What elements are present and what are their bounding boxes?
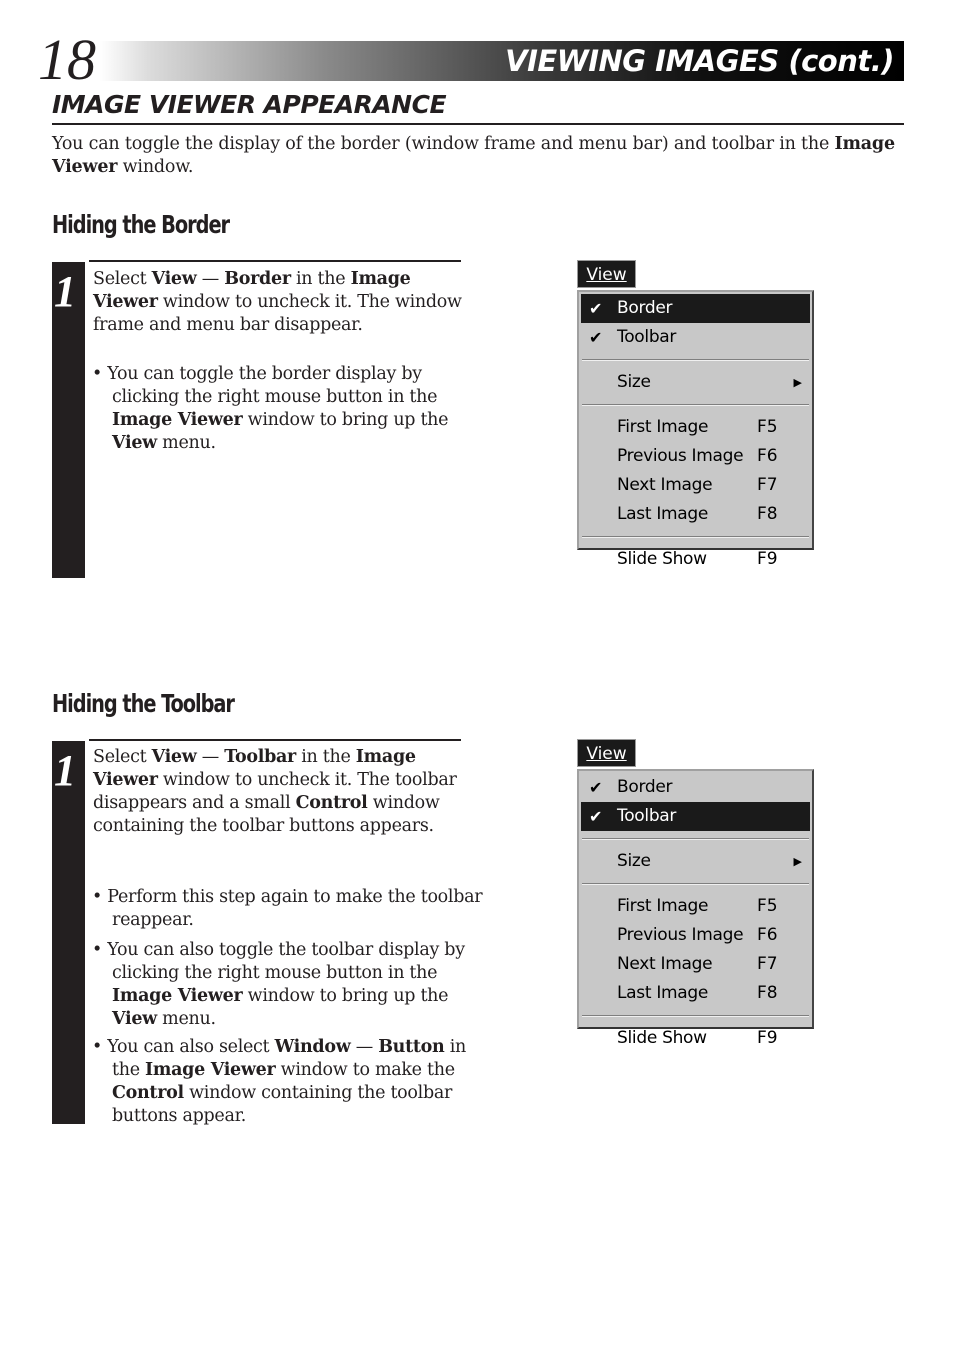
header-title: VIEWING IMAGES (cont.) (505, 44, 894, 78)
section-title: IMAGE VIEWER APPEARANCE (52, 90, 447, 119)
submenu-arrow-icon: ▶ (793, 855, 802, 868)
header-bar (100, 41, 904, 81)
menu-item-previous-image[interactable]: Previous Image F6 (617, 925, 778, 945)
page-number: 18 (38, 27, 96, 92)
step-rule (89, 739, 461, 741)
toolbar-bullet-2: • You can also toggle the toolbar display by clicking the right mouse button in the Image Viewer window to bring up the View menu. (92, 940, 465, 1029)
menu-item-border[interactable]: ✔ Border (581, 294, 810, 323)
menu-item-first-image[interactable]: First Image F5 (617, 896, 778, 916)
step-bar (52, 741, 85, 1124)
menu-separator (582, 536, 809, 538)
menu-body (577, 290, 814, 569)
menu-item-previous-image[interactable]: Previous Image F6 (617, 446, 778, 466)
view-menu-border (577, 260, 814, 569)
section-rule (52, 123, 904, 125)
step-number: 1 (54, 267, 76, 316)
toolbar-bullet-1: • Perform this step again to make the toolbar reappear. (92, 887, 483, 930)
menu-item-next-image[interactable]: Next Image F7 (617, 954, 778, 974)
toolbar-bullet-3: • You can also select Window — Button in the Image Viewer window to make the Control window containing the toolbar buttons appear. (92, 1037, 466, 1126)
menu-item-border[interactable]: ✔ Border (581, 773, 810, 802)
menu-item-size[interactable]: Size ▶ (581, 368, 810, 397)
check-icon: ✔ (589, 778, 603, 797)
menu-item-slide-show[interactable]: Slide Show F9 (617, 549, 778, 569)
menu-separator (582, 359, 809, 361)
menu-separator (582, 404, 809, 406)
menu-item-last-image[interactable]: Last Image F8 (617, 983, 778, 1003)
view-menu-toolbar (577, 739, 814, 1048)
intro-paragraph: You can toggle the display of the border (window frame and menu bar) and toolbar in the Image Viewer window. (52, 134, 895, 177)
step-rule (89, 260, 461, 262)
step-number: 1 (54, 746, 76, 795)
border-heading: Hiding the Border (52, 210, 230, 239)
border-bullet: • You can toggle the border display by clicking the right mouse button in the Image Viewer window to bring up the View menu. (92, 364, 449, 453)
menu-item-toolbar[interactable]: ✔ Toolbar (581, 323, 810, 352)
menu-title-view[interactable]: View (577, 260, 636, 288)
menu-item-last-image[interactable]: Last Image F8 (617, 504, 778, 524)
menu-item-first-image[interactable]: First Image F5 (617, 417, 778, 437)
menu-separator (582, 883, 809, 885)
check-icon: ✔ (589, 807, 603, 826)
check-icon: ✔ (589, 328, 603, 347)
menu-separator (582, 838, 809, 840)
menu-item-size[interactable]: Size ▶ (581, 847, 810, 876)
border-step-text: Select View — Border in the Image Viewer window to uncheck it. The window frame and menu bar disappear. (93, 269, 462, 335)
toolbar-step-text: Select View — Toolbar in the Image Viewer window to uncheck it. The toolbar disappears and a small Control window containing the toolbar buttons appears. (93, 747, 457, 836)
menu-item-toolbar[interactable]: ✔ Toolbar (581, 802, 810, 831)
menu-item-slide-show[interactable]: Slide Show F9 (617, 1028, 778, 1048)
check-icon: ✔ (589, 299, 603, 318)
menu-item-next-image[interactable]: Next Image F7 (617, 475, 778, 495)
submenu-arrow-icon: ▶ (793, 376, 802, 389)
toolbar-heading: Hiding the Toolbar (52, 689, 234, 718)
menu-title-view[interactable]: View (577, 739, 636, 767)
menu-body (577, 769, 814, 1048)
menu-separator (582, 1015, 809, 1017)
